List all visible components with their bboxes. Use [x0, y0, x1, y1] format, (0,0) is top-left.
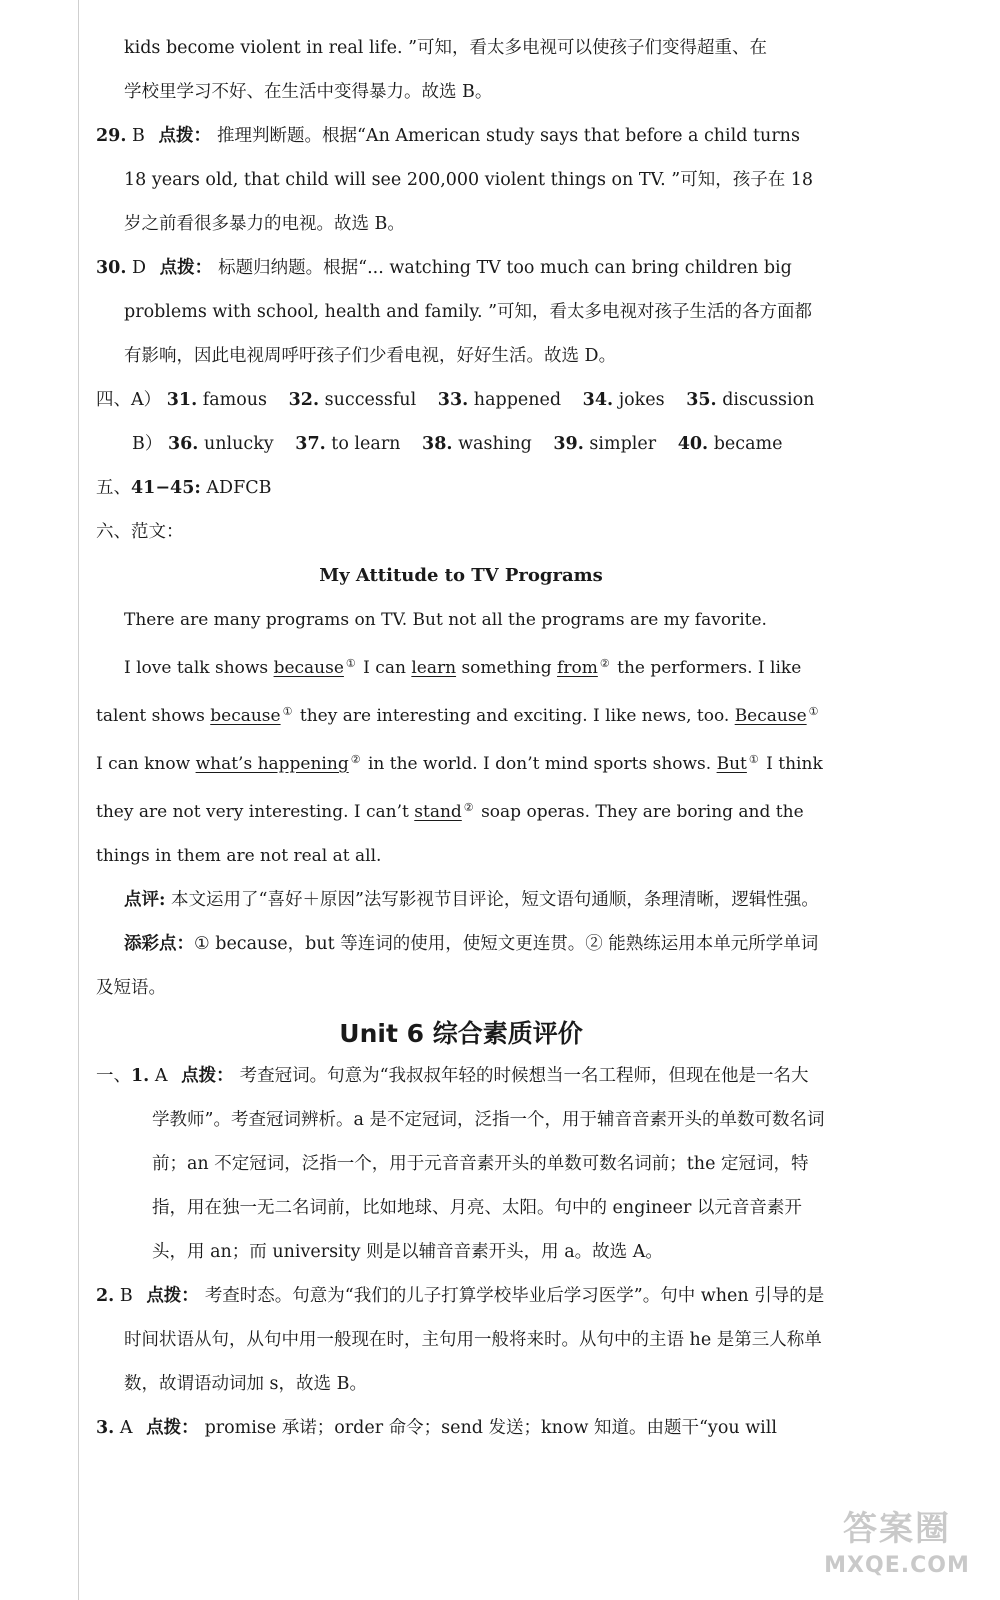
q30-hint-label: 点拨：: [159, 258, 213, 278]
q29-number: 29.: [96, 126, 127, 146]
unit6-question-1: [96, 1054, 826, 1274]
answer-number: 32.: [288, 390, 320, 410]
continued-line-2: 学校里学习不好、在生活中变得暴力。故选 B。: [124, 82, 493, 102]
answer-number: 31.: [166, 390, 198, 410]
u1-explanation: 考查冠词。句意为“我叔叔年轻的时候想当一名工程师，但现在他是一名大学教师”。考查冠词辨析。a 是不定冠词，泛指一个，用于辅音音素开头的单数可数名词前；an 不定冠词，泛指一个，用于元音音素开头的单数可数名词前；the 定冠词，特指，用在独一无二名词前，比如地球、月亮、太阳。句中的 engineer 以元音音素开头，用 an；而 university 则是以辅音音素开头，用 a。故选 A。: [152, 1066, 825, 1262]
u2-hint-label: 点拨：: [146, 1286, 199, 1306]
continued-line-1: kids become violent in real life. ”可知，看太多电视可以使孩子们变得超重、在: [124, 38, 768, 58]
essay-text: something: [456, 658, 558, 678]
comment-label: 点评:: [124, 890, 166, 910]
essay-text: they are interesting and exciting. I like news, too.: [294, 706, 735, 726]
answer-word: discussion: [722, 390, 815, 410]
q29-hint-label: 点拨：: [158, 126, 211, 146]
q30-explanation: 标题归纳题。根据“... watching TV too much can bring children big problems with school, health and family. ”可知，看太多电视对孩子生活的各方面都有影响，因此电视周呼吁孩子们少看电视，好好生活。故选 D。: [124, 258, 813, 366]
answer-word: to learn: [331, 434, 401, 454]
section-5-label: 五、: [96, 478, 131, 498]
q30-answer: D: [132, 258, 147, 278]
unit-title: Unit 6 综合素质评价: [339, 1019, 583, 1048]
answer-word: famous: [202, 390, 268, 410]
answer-number: 35.: [686, 390, 717, 410]
underlined-word: because: [210, 706, 281, 726]
answer-number: 39.: [553, 434, 584, 454]
u3-hint-label: 点拨：: [146, 1418, 199, 1438]
section-4b-answers: [96, 422, 826, 466]
u1-number: 1.: [131, 1066, 150, 1086]
essay-text: I can know: [96, 754, 196, 774]
question-30: [96, 246, 826, 378]
q29-answer: B: [132, 126, 145, 146]
u3-answer: A: [119, 1418, 133, 1438]
unit6-question-3: [96, 1406, 826, 1450]
underlined-word: from: [557, 658, 598, 678]
page-margin-line: [78, 0, 79, 1600]
u1-hint-label: 点拨：: [181, 1066, 234, 1086]
model-essay: [96, 554, 826, 878]
underlined-word: Because: [734, 706, 807, 726]
essay-text: I love talk shows: [124, 658, 274, 678]
section-5-answers: [96, 466, 826, 510]
u1-answer: A: [154, 1066, 168, 1086]
highlight-label: 添彩点：: [124, 934, 194, 954]
underlined-word: learn: [411, 658, 457, 678]
section-4b-label: B）: [132, 434, 163, 454]
essay-paragraph-2: [96, 642, 826, 878]
u3-number: 3.: [96, 1418, 115, 1438]
essay-highlights: [96, 922, 826, 1010]
note-marker: ①: [345, 657, 356, 670]
u2-answer: B: [119, 1286, 133, 1306]
highlight-text: ① because，but 等连词的使用，使短文更连贯。② 能熟练运用本单元所学单词及短语。: [96, 934, 819, 998]
underlined-word: because: [273, 658, 344, 678]
continued-explanation: [96, 26, 826, 114]
note-marker: ②: [350, 753, 361, 766]
answer-number: 37.: [295, 434, 326, 454]
section-4a-label: 四、A）: [96, 390, 162, 410]
note-marker: ②: [463, 801, 474, 814]
u2-explanation: 考查时态。句意为“我们的儿子打算学校毕业后学习医学”。句中 when 引导的是时间状语从句，从句中用一般现在时，主句用一般将来时。从句中的主语 he 是第三人称单数，故谓语动词加 s，故选 B。: [124, 1286, 825, 1394]
watermark-logo: 答案圈: [843, 1509, 951, 1549]
answer-number: 40.: [677, 434, 709, 454]
u2-number: 2.: [96, 1286, 115, 1306]
section-6-label: 六、范文：: [96, 522, 184, 542]
essay-paragraph-1: There are many programs on TV. But not all the programs are my favorite.: [124, 610, 767, 630]
underlined-word: stand: [414, 802, 462, 822]
unit6-question-2: [96, 1274, 826, 1406]
section-5-answer: ADFCB: [206, 478, 272, 498]
answer-word: successful: [324, 390, 417, 410]
answer-word: washing: [458, 434, 532, 454]
note-marker: ①: [808, 705, 819, 718]
essay-text: I can: [357, 658, 412, 678]
note-marker: ①: [748, 753, 759, 766]
answer-number: 34.: [582, 390, 614, 410]
answer-word: simpler: [589, 434, 657, 454]
note-marker: ②: [599, 657, 610, 670]
q30-number: 30.: [96, 258, 127, 278]
u3-explanation: promise 承诺；order 命令；send 发送；know 知道。由题干“you will: [204, 1418, 777, 1438]
q29-explanation: 推理判断题。根据“An American study says that before a child turns 18 years old, that child will see 200,000 violent things on TV. ”可知，孩子在 18 岁之前看很多暴力的电视。故选 B。: [124, 126, 814, 234]
answer-page: [96, 26, 826, 1450]
comment-text: 本文运用了“喜好＋原因”法写影视节目评论，短文语句通顺，条理清晰，逻辑性强。: [165, 890, 819, 910]
section-1-label: 一、: [96, 1066, 131, 1086]
answer-word: jokes: [618, 390, 665, 410]
answer-number: 38.: [422, 434, 453, 454]
essay-text: soap operas. They are boring and the things in them are not real at all.: [96, 802, 804, 866]
watermark-site: MXQE.COM: [824, 1553, 970, 1578]
note-marker: ①: [282, 705, 293, 718]
essay-text: the performers. I like talent shows: [96, 658, 802, 726]
essay-text: I think they are not very interesting. I can’t: [96, 754, 823, 822]
answer-word: became: [713, 434, 783, 454]
essay-text: in the world. I don’t mind sports shows.: [362, 754, 717, 774]
essay-title: My Attitude to TV Programs: [319, 565, 603, 586]
essay-comment: [96, 878, 826, 922]
underlined-word: But: [716, 754, 747, 774]
section-5-range: 41−45:: [131, 478, 201, 498]
answer-number: 33.: [437, 390, 469, 410]
question-29: [96, 114, 826, 246]
section-4a-answers: [96, 378, 826, 422]
answer-word: unlucky: [203, 434, 274, 454]
answer-number: 36.: [167, 434, 199, 454]
answer-word: happened: [473, 390, 562, 410]
site-watermark: [812, 1506, 982, 1592]
underlined-word: what’s happening: [195, 754, 349, 774]
